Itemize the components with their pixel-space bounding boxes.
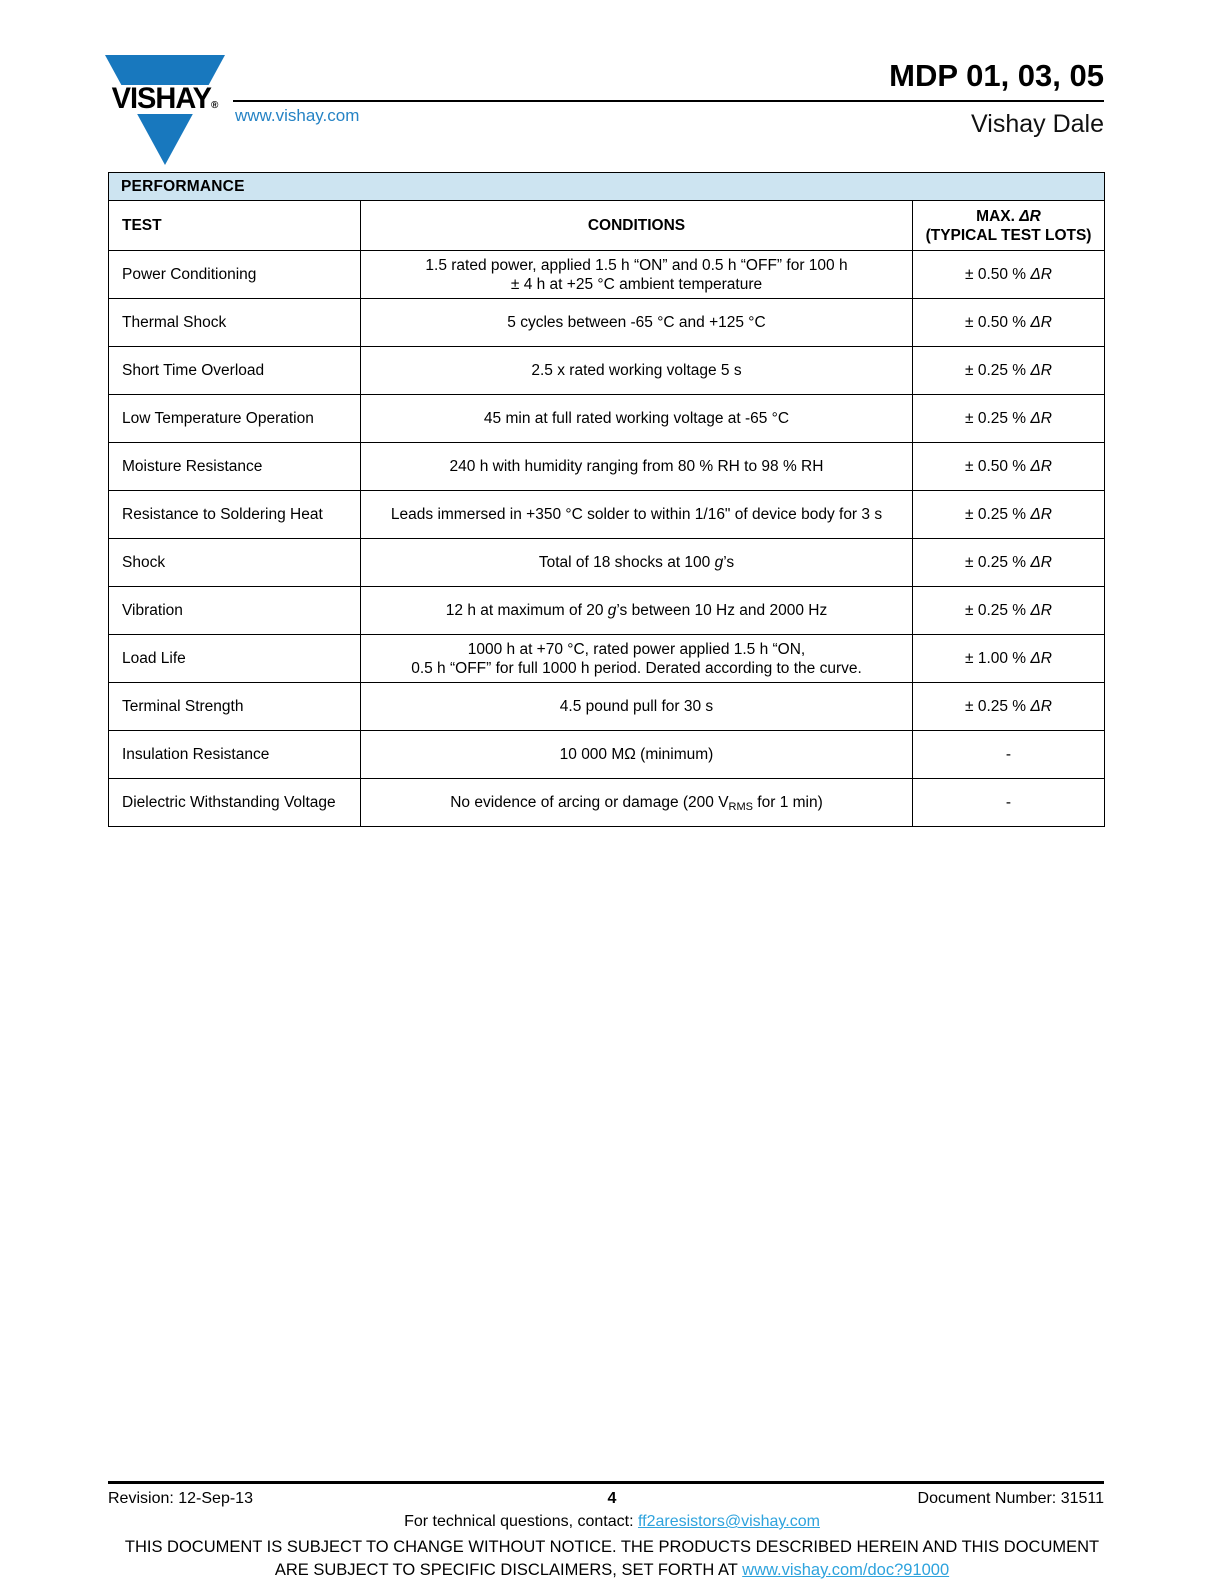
vishay-website-link[interactable]: www.vishay.com	[235, 106, 360, 125]
conditions-cell: 4.5 pound pull for 30 s	[361, 683, 913, 731]
col-header-max-line1: MAX. ΔR	[976, 207, 1041, 225]
conditions-cell: 240 h with humidity ranging from 80 % RH to 98 % RH	[361, 443, 913, 491]
footer-page-number: 4	[607, 1490, 617, 1507]
registered-trademark-symbol: ®	[210, 100, 219, 112]
header-divider	[233, 100, 1104, 102]
footer-revision: Revision: 12-Sep-13	[108, 1490, 253, 1507]
test-cell: Moisture Resistance	[109, 443, 361, 491]
max-delta-r-cell: -	[913, 779, 1105, 827]
conditions-cell: 1.5 rated power, applied 1.5 h “ON” and 0.5 h “OFF” for 100 h ± 4 h at +25 °C ambient temperature	[361, 251, 913, 299]
table-row	[109, 779, 1105, 827]
table-row	[109, 443, 1105, 491]
conditions-cell: 5 cycles between -65 °C and +125 °C	[361, 299, 913, 347]
footer-divider	[108, 1481, 1104, 1484]
max-delta-r-cell: ± 0.50 % ΔR	[913, 251, 1105, 299]
vishay-logo-wordmark	[92, 82, 238, 116]
test-cell: Dielectric Withstanding Voltage	[109, 779, 361, 827]
table-row	[109, 299, 1105, 347]
table-row	[109, 539, 1105, 587]
col-header-conditions: CONDITIONS	[361, 201, 913, 251]
contact-email-link[interactable]: ff2aresistors@vishay.com	[637, 1513, 820, 1530]
max-delta-r-cell: ± 0.25 % ΔR	[913, 683, 1105, 731]
test-cell: Power Conditioning	[109, 251, 361, 299]
conditions-cell: Total of 18 shocks at 100 g’s	[361, 539, 913, 587]
max-delta-r-cell: ± 0.25 % ΔR	[913, 395, 1105, 443]
conditions-cell: 45 min at full rated working voltage at -65 °C	[361, 395, 913, 443]
performance-section	[108, 172, 1104, 827]
max-delta-r-cell: ± 1.00 % ΔR	[913, 635, 1105, 683]
table-row	[109, 731, 1105, 779]
footer-disclaimer	[0, 1536, 1224, 1582]
conditions-cell: Leads immersed in +350 °C solder to within 1/16" of device body for 3 s	[361, 491, 913, 539]
col-header-test: TEST	[109, 201, 361, 251]
vishay-logo-text: VISHAY	[111, 82, 211, 116]
table-row	[109, 347, 1105, 395]
footer-contact-line	[0, 1513, 1224, 1531]
footer-document-number: Document Number: 31511	[917, 1490, 1104, 1507]
disclaimer-line1: THIS DOCUMENT IS SUBJECT TO CHANGE WITHOUT NOTICE. THE PRODUCTS DESCRIBED HEREIN AND THIS DOCUMENT	[124, 1538, 1100, 1556]
conditions-cell: 12 h at maximum of 20 g’s between 10 Hz and 2000 Hz	[361, 587, 913, 635]
disclaimer-line2-text: ARE SUBJECT TO SPECIFIC DISCLAIMERS, SET FORTH AT	[274, 1561, 743, 1579]
test-cell: Vibration	[109, 587, 361, 635]
max-delta-r-cell: ± 0.50 % ΔR	[913, 443, 1105, 491]
footer-contact-text: For technical questions, contact:	[404, 1513, 638, 1530]
section-banner-row	[109, 173, 1105, 201]
division-name: Vishay Dale	[971, 110, 1104, 138]
section-title: PERFORMANCE	[109, 173, 1105, 201]
table-row	[109, 587, 1105, 635]
test-cell: Resistance to Soldering Heat	[109, 491, 361, 539]
max-delta-r-cell: -	[913, 731, 1105, 779]
table-row	[109, 251, 1105, 299]
table-row	[109, 395, 1105, 443]
max-delta-r-cell: ± 0.50 % ΔR	[913, 299, 1105, 347]
conditions-cell: No evidence of arcing or damage (200 $V_{RMS}$ for 1 min)	[361, 779, 913, 827]
col-header-max-delta-r	[913, 201, 1105, 251]
max-delta-r-cell: ± 0.25 % ΔR	[913, 539, 1105, 587]
max-delta-r-cell: ± 0.25 % ΔR	[913, 587, 1105, 635]
conditions-cell: 1000 h at +70 °C, rated power applied 1.5 h “ON, 0.5 h “OFF” for full 1000 h period. Derated according to the curve.	[361, 635, 913, 683]
test-cell: Insulation Resistance	[109, 731, 361, 779]
test-cell: Load Life	[109, 635, 361, 683]
vishay-logo	[98, 55, 232, 167]
table-row	[109, 635, 1105, 683]
max-delta-r-cell: ± 0.25 % ΔR	[913, 347, 1105, 395]
page-title: MDP 01, 03, 05	[889, 58, 1104, 93]
table-row	[109, 683, 1105, 731]
test-cell: Thermal Shock	[109, 299, 361, 347]
performance-rows	[109, 251, 1105, 827]
performance-table	[108, 172, 1105, 827]
test-cell: Shock	[109, 539, 361, 587]
disclaimer-doc-link[interactable]: www.vishay.com/doc?91000	[742, 1561, 950, 1579]
test-cell: Terminal Strength	[109, 683, 361, 731]
test-cell: Low Temperature Operation	[109, 395, 361, 443]
col-header-max-line2: (TYPICAL TEST LOTS)	[925, 226, 1092, 244]
max-delta-r-cell: ± 0.25 % ΔR	[913, 491, 1105, 539]
conditions-cell: 2.5 x rated working voltage 5 s	[361, 347, 913, 395]
column-header-row	[109, 201, 1105, 251]
test-cell: Short Time Overload	[109, 347, 361, 395]
conditions-cell: 10 000 MΩ (minimum)	[361, 731, 913, 779]
table-row	[109, 491, 1105, 539]
